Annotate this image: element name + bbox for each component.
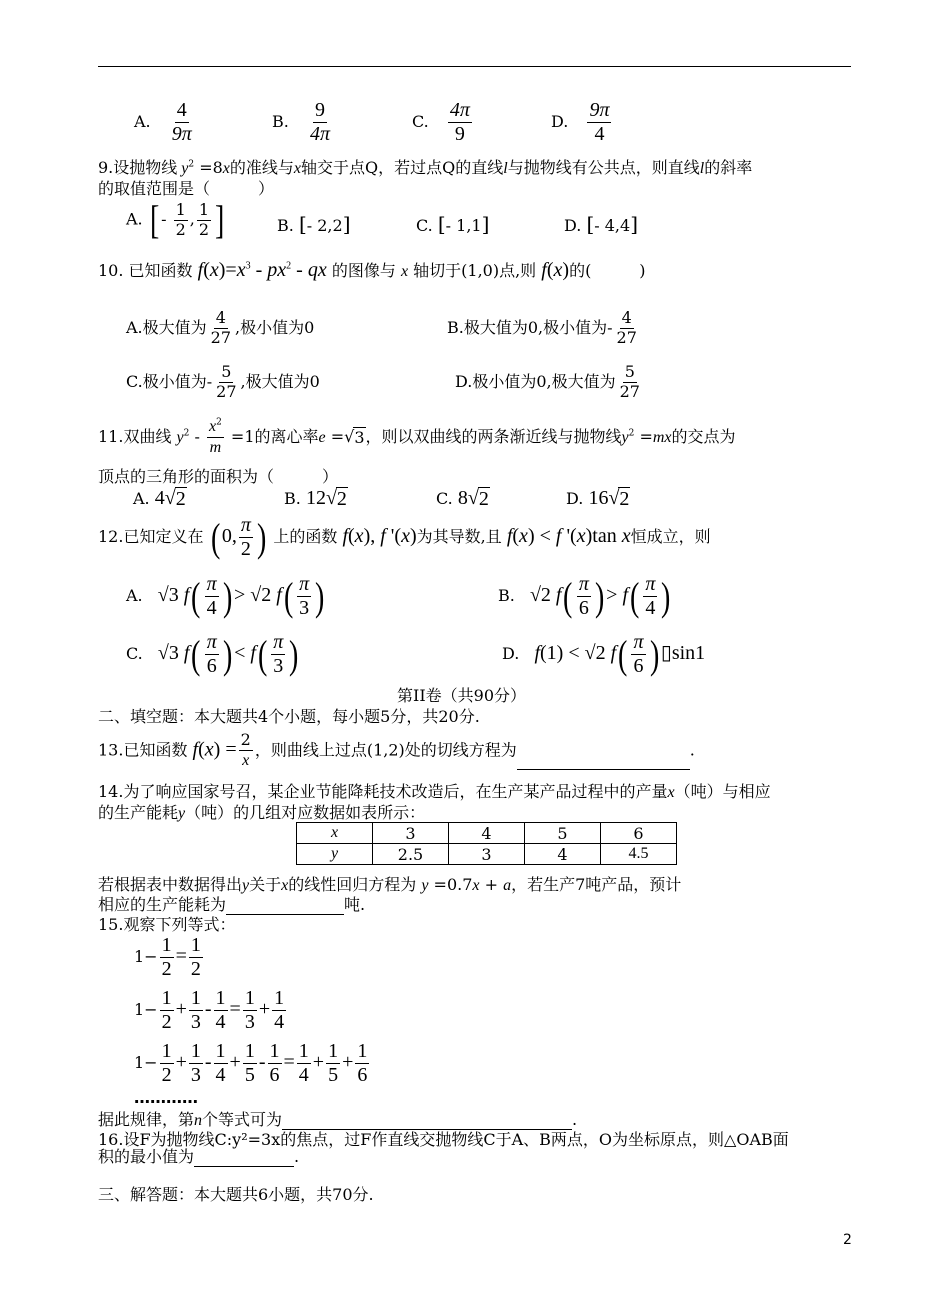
q8-option-d: D. $\frac{9\pi}{4}$ <box>551 99 610 145</box>
q12-stem: 12.已知定义在 (0, $\frac{\pi}{2}$ ) 上的函数 f(x), f '(x)为其导数,且 f(x) < f '(x)tan x恒成立，则 <box>98 514 711 560</box>
q11-stem: 11.双曲线 $y^2$ - $\frac{x^2}{m}$ =1的离心率e = √ 3 ，则以双曲线的两条渐近线与抛物线$y^2 =mx$的交点为 <box>98 417 736 456</box>
table-cell: 4.5 <box>601 844 677 865</box>
q11-stem-line2: 顶点的三角形的面积为（ ） <box>98 467 339 486</box>
table-cell: x <box>297 823 373 844</box>
q11-option-d: D. 16 √ 2 <box>566 487 630 510</box>
q8-option-a: A. $\frac{4}{9\pi}$ <box>134 99 192 145</box>
q12-option-c: C. √3 f( $\frac{\pi}{6}$ )< f( $\frac{\pi}{3}$ ) <box>126 631 299 677</box>
q12-option-a: A. √3 f( $\frac{\pi}{4}$ )> √2 f( $\frac{\pi}{3}$ ) <box>126 573 325 619</box>
header-rule <box>98 66 851 67</box>
q15-equation-3: 1− $\frac{1}{2}$ + $\frac{1}{3}$ - $\frac{1}{4}$ + $\frac{1}{5}$ - $\frac{1}{6}$ = $\frac{1}{4}$ + $\frac{1}{5}$ + $\frac{1}{6}$ <box>134 1040 368 1086</box>
q16-line2: 积的最小值为 . <box>98 1147 300 1166</box>
table-cell: y <box>297 844 373 865</box>
q10-option-a: A.极大值为 $\frac{4}{27}$ ,极小值为0 <box>126 308 315 347</box>
table-cell: 4 <box>449 823 525 844</box>
q12-option-d: D. f(1) < √2 f( $\frac{\pi}{6}$ )▯sin1 <box>502 631 706 677</box>
table-cell: 2.5 <box>373 844 449 865</box>
q14-data-table <box>296 822 677 865</box>
q16-line1: 16.设F为抛物线C:y²=3x的焦点，过F作直线交抛物线C于A、B两点，O为坐标原点，则△OAB面 <box>98 1130 789 1149</box>
q13-answer-blank[interactable] <box>517 751 690 770</box>
q9-option-d: D. [- 4,4] <box>564 212 638 236</box>
volume-title: 第II卷（共90分） <box>397 686 527 705</box>
q9-stem: 9.设抛物线 $y^2 =8x$的准线与x轴交于点Q，若过点Q的直线l与抛物线有公共点，则直线l的斜率 <box>98 158 753 177</box>
table-cell: 4 <box>525 844 601 865</box>
q10-option-c: C.极小值为- $\frac{5}{27}$ ,极大值为0 <box>126 362 320 401</box>
q9-option-c: C. [- 1,1] <box>416 212 490 236</box>
table-row <box>297 844 677 865</box>
q10-option-b: B.极大值为0,极小值为- $\frac{4}{27}$ <box>447 308 637 347</box>
q9-option-b: B. [- 2,2] <box>277 212 351 236</box>
q11-option-b: B. 12 √ 2 <box>284 487 347 510</box>
table-cell: 3 <box>373 823 449 844</box>
q10-option-d: D.极小值为0,极大值为 $\frac{5}{27}$ <box>455 362 640 401</box>
q8-option-c: C. $\frac{4\pi}{9}$ <box>412 99 470 145</box>
q14-line1: 14.为了响应国家号召，某企业节能降耗技术改造后，在生产某产品过程中的产量x（吨）与相应 <box>98 782 771 801</box>
q15-equation-1: 1− $\frac{1}{2}$ = $\frac{1}{2}$ <box>134 934 201 980</box>
q14-line2: 的生产能耗y（吨）的几组对应数据如表所示： <box>98 803 426 822</box>
section-2-heading: 二、填空题：本大题共4个小题，每小题5分，共20分. <box>98 707 480 726</box>
table-cell: 5 <box>525 823 601 844</box>
q11-option-a: A. 4 √ 2 <box>133 487 186 510</box>
q13-stem: 13.已知函数 f(x) = $\frac{2}{x}$ ，则曲线上过点(1,2)处的切线方程为 . <box>98 730 695 769</box>
q15-equation-2: 1− $\frac{1}{2}$ + $\frac{1}{3}$ - $\frac{1}{4}$ = $\frac{1}{3}$ + $\frac{1}{4}$ <box>134 987 285 1033</box>
q14-answer-blank[interactable] <box>226 898 344 915</box>
q8-option-b: B. $\frac{9}{4\pi}$ <box>272 99 330 145</box>
q9-stem-line2: 的取值范围是（ ） <box>98 179 275 198</box>
section-3-heading: 三、解答题：本大题共6小题，共70分. <box>98 1185 374 1204</box>
q14-line4: 相应的生产能耗为 吨. <box>98 895 366 914</box>
q16-answer-blank[interactable] <box>194 1150 294 1167</box>
q15-ending: 据此规律，第n个等式可为 . <box>98 1110 578 1129</box>
q15-title: 15.观察下列等式： <box>98 915 236 934</box>
q15-ellipsis: ………… <box>134 1088 198 1107</box>
q9-option-a: A. [ - $\frac{1}{2}$ , $\frac{1}{2}$ ] <box>126 197 225 242</box>
q10-stem: 10. 已知函数 $f(x)=x^3 - px^2$ - qx 的图像与 x 轴切于(1,0)点,则 f(x)的( ) <box>98 259 646 281</box>
table-row <box>297 823 677 844</box>
table-cell: 3 <box>449 844 525 865</box>
q14-line3: 若根据表中数据得出y关于x的线性回归方程为 y =0.7x + a，若生产7吨产品，预计 <box>98 875 682 894</box>
q11-option-c: C. 8 √ 2 <box>436 487 489 510</box>
page-number: 2 <box>843 1232 852 1248</box>
q12-option-b: B. √2 f( $\frac{\pi}{6}$ )> f( $\frac{\pi}{4}$ ) <box>498 573 671 619</box>
table-cell: 6 <box>601 823 677 844</box>
